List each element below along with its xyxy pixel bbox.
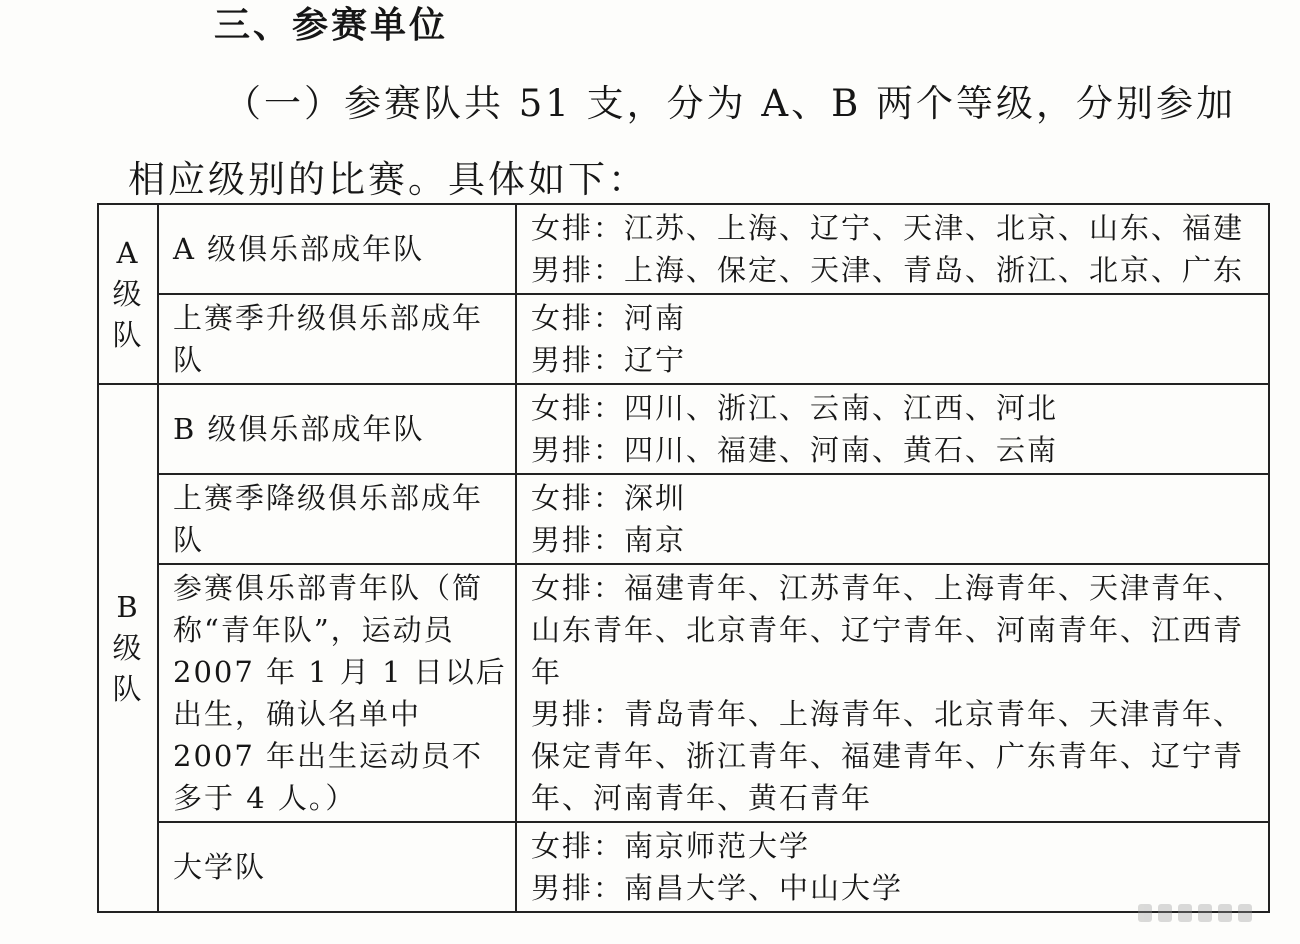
level-char: 队 bbox=[112, 317, 144, 352]
category-cell: B 级俱乐部成年队 bbox=[158, 384, 516, 474]
teams-cell bbox=[516, 564, 1269, 822]
watermark-block bbox=[1178, 904, 1192, 922]
men-teams: 男排：南京 bbox=[531, 523, 687, 557]
table-row bbox=[98, 294, 1269, 384]
table-row bbox=[98, 474, 1269, 564]
table-row bbox=[98, 384, 1269, 474]
level-char: B bbox=[116, 589, 140, 624]
level-char: 级 bbox=[112, 276, 144, 311]
category-cell: 上赛季升级俱乐部成年队 bbox=[158, 294, 516, 384]
section-heading: 三、参赛单位 bbox=[214, 5, 449, 46]
women-teams: 女排：深圳 bbox=[531, 481, 687, 515]
level-a-cell bbox=[98, 204, 158, 384]
watermark bbox=[1138, 902, 1288, 924]
teams-cell bbox=[516, 822, 1269, 912]
table-row bbox=[98, 204, 1269, 294]
men-teams: 男排：四川、福建、河南、黄石、云南 bbox=[531, 433, 1059, 467]
watermark-block bbox=[1218, 904, 1232, 922]
table-row bbox=[98, 564, 1269, 822]
level-char: 级 bbox=[112, 630, 144, 665]
women-teams: 女排：四川、浙江、云南、江西、河北 bbox=[531, 391, 1059, 425]
table-row bbox=[98, 822, 1269, 912]
watermark-block bbox=[1138, 904, 1152, 922]
men-teams: 男排：南昌大学、中山大学 bbox=[531, 871, 904, 905]
women-teams: 女排：河南 bbox=[531, 301, 687, 335]
category-cell: 上赛季降级俱乐部成年队 bbox=[158, 474, 516, 564]
teams-cell bbox=[516, 204, 1269, 294]
teams-cell bbox=[516, 294, 1269, 384]
women-teams: 女排：江苏、上海、辽宁、天津、北京、山东、福建 bbox=[531, 211, 1245, 245]
men-teams: 男排：青岛青年、上海青年、北京青年、天津青年、保定青年、浙江青年、福建青年、广东青年、辽宁青年、河南青年、黄石青年 bbox=[531, 697, 1245, 815]
women-teams: 女排：福建青年、江苏青年、上海青年、天津青年、山东青年、北京青年、辽宁青年、河南青年、江西青年 bbox=[531, 571, 1245, 689]
level-char: A bbox=[116, 235, 140, 270]
category-cell: 大学队 bbox=[158, 822, 516, 912]
level-char: 队 bbox=[112, 671, 144, 706]
category-cell: 参赛俱乐部青年队（简称“青年队”，运动员 2007 年 1 月 1 日以后出生，确认名单中 2007 年出生运动员不多于 4 人。） bbox=[158, 564, 516, 822]
watermark-block bbox=[1198, 904, 1212, 922]
intro-paragraph: （一）参赛队共 51 支，分为 A、B 两个等级，分别参加相应级别的比赛。具体如下： bbox=[128, 82, 1237, 201]
teams-cell bbox=[516, 384, 1269, 474]
teams-cell bbox=[516, 474, 1269, 564]
watermark-block bbox=[1158, 904, 1172, 922]
men-teams: 男排：上海、保定、天津、青岛、浙江、北京、广东 bbox=[531, 253, 1245, 287]
women-teams: 女排：南京师范大学 bbox=[531, 829, 811, 863]
category-cell: A 级俱乐部成年队 bbox=[158, 204, 516, 294]
level-b-cell bbox=[98, 384, 158, 912]
teams-table bbox=[97, 203, 1270, 913]
men-teams: 男排：辽宁 bbox=[531, 343, 687, 377]
watermark-block bbox=[1238, 904, 1252, 922]
